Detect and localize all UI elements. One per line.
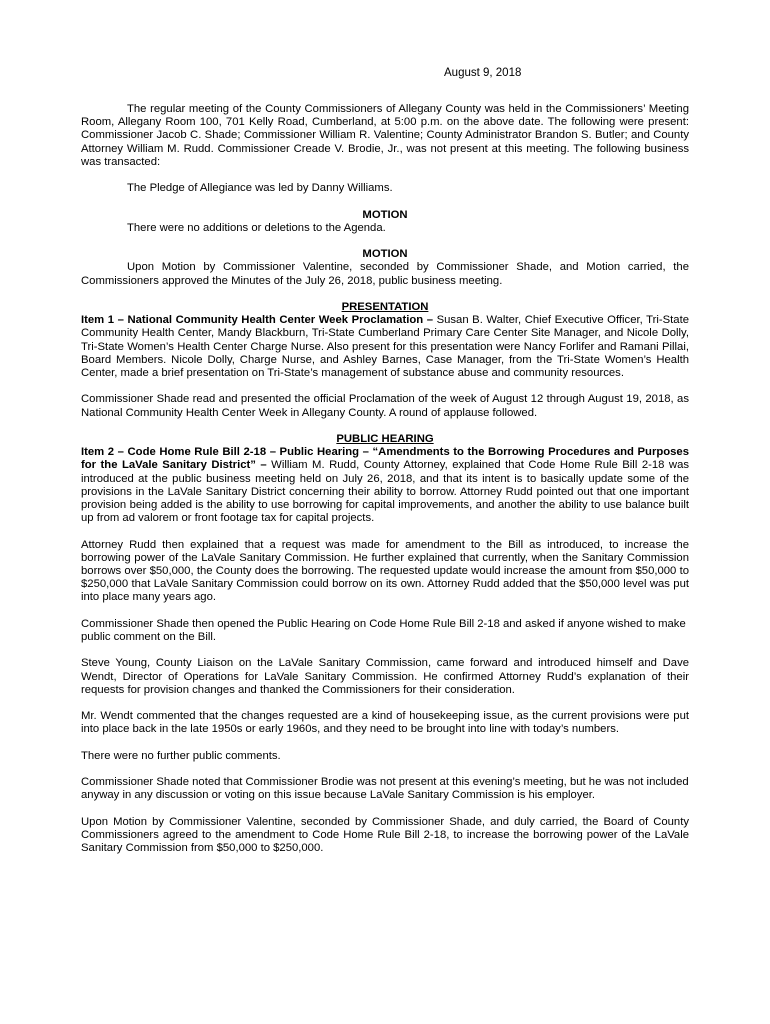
motion-heading-2: MOTION: [362, 248, 408, 261]
hearing-paragraph-7: Commissioner Shade noted that Commissioner Brodie was not present at this evening’s meeting, but he was not included anyway in any discussion or voting on this issue because LaVale Sanitary Commission is his employer.: [81, 776, 689, 802]
presentation-heading: PRESENTATION: [341, 300, 429, 313]
hearing-paragraph-5: Mr. Wendt commented that the changes requested are a kind of housekeeping issue, as the current provisions were put into place back in the late 1950s or early 1960s, and they need to be brought into line with today’s numbers.: [81, 710, 689, 736]
meeting-date: August 9, 2018: [444, 67, 522, 79]
document-body: [81, 103, 689, 855]
motion-heading-1: MOTION: [362, 208, 408, 221]
hearing-paragraph-2: Attorney Rudd then explained that a request was made for amendment to the Bill as introduced, to increase the borrowing power of the LaVale Sanitary Commission. He further explained that currently, when the Sanitary Commission borrows over $50,000, the County does the borrowing. The requested update would increase the amount from $50,000 to $250,000 that LaVale Sanitary Commission could borrow on its own. Attorney Rudd added that the $50,000 level was put into place many years ago.: [81, 538, 689, 604]
presentation-item-title: Item 1 – National Community Health Center Week Proclamation –: [81, 314, 434, 327]
presentation-item-text: Susan B. Walter, Chief Executive Officer, Tri-State Community Health Center, Mandy Blackburn, Tri-State Cumberland Primary Care Center Site Manager, and Nicole Dolly, Tri-State Women’s Health Center Charge Nurse. Also present for this presentation were Nancy Forlifer and Ramani Pillai, Board Members. Nicole Dolly, Charge Nurse, and Ashley Barnes, Case Manager, from the Tri-State Women’s Health Center, made a brief presentation on Tri-State’s management of substance abuse and community resources.: [81, 314, 690, 379]
hearing-item-paragraph: [81, 446, 689, 525]
intro-paragraph: The regular meeting of the County Commissioners of Allegany County was held in the Commissioners’ Meeting Room, Allegany Room 100, 701 Kelly Road, Cumberland, at 5:00 p.m. on the above date. The following were present: Commissioner Jacob C. Shade; Commissioner William R. Valentine; County Administrator Brandon S. Butler; and County Attorney William M. Rudd. Commissioner Creade V. Brodie, Jr., was not present at this meeting. The following business was transacted:: [81, 103, 689, 168]
hearing-paragraph-4: Steve Young, County Liaison on the LaVale Sanitary Commission, came forward and introduced himself and Dave Wendt, Director of Operations for LaVale Sanitary Commission. He confirmed Attorney Rudd’s explanation of their requests for provision changes and thanked the Commissioners for their consideration.: [81, 657, 689, 696]
motion-text-1: There were no additions or deletions to the Agenda.: [127, 221, 386, 234]
presentation-item-paragraph: [81, 314, 689, 380]
motion-text-2: Upon Motion by Commissioner Valentine, seconded by Commissioner Shade, and Motion carried, the Commissioners approved the Minutes of the July 26, 2018, public business meeting.: [81, 261, 689, 287]
hearing-paragraph-8: Upon Motion by Commissioner Valentine, seconded by Commissioner Shade, and duly carried, the Board of County Commissioners agreed to the amendment to Code Home Rule Bill 2-18, to increase the borrowing power of the LaVale Sanitary Commission from $50,000 to $250,000.: [81, 815, 689, 855]
hearing-paragraph-3: Commissioner Shade then opened the Public Hearing on Code Home Rule Bill 2-18 and asked if anyone wished to make public comment on the Bill.: [81, 617, 686, 643]
proclamation-paragraph: Commissioner Shade read and presented the official Proclamation of the week of August 12 through August 19, 2018, as National Community Health Center Week in Allegany County. A round of applause followed.: [81, 393, 689, 419]
hearing-item-text: William M. Rudd, County Attorney, explained that Code Home Rule Bill 2-18 was introduced at the public business meeting held on July 26, 2018, and that its intent is to basically update some of the provisions in the LaVale Sanitary District concerning their ability to borrow. Attorney Rudd pointed out that one important provision being added is the ability to use borrowing for capital improvements, and another the ability to use balance built up from ad valorem or front footage tax for capital projects.: [81, 459, 690, 525]
pledge-paragraph: The Pledge of Allegiance was led by Danny Williams.: [127, 182, 393, 195]
hearing-item-title: Item 2 – Code Home Rule Bill 2-18 – Public Hearing – “Amendments to the Borrowing Procedures and Purposes for the LaVale Sanitary District” –: [81, 446, 689, 472]
hearing-paragraph-6: There were no further public comments.: [81, 749, 281, 762]
public-hearing-heading: PUBLIC HEARING: [336, 432, 434, 445]
